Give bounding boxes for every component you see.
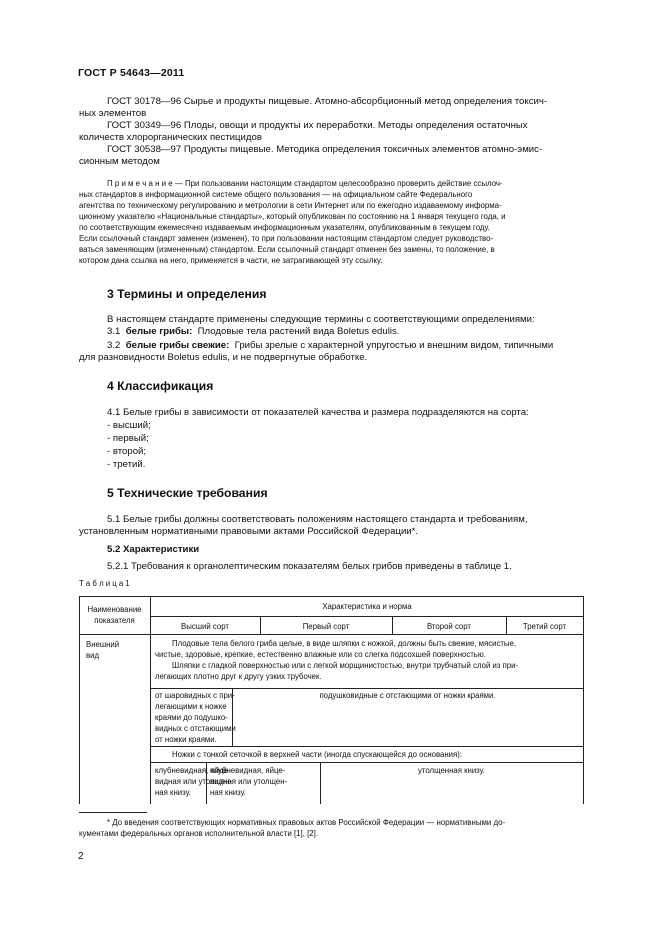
grade-item: - высший;	[107, 420, 151, 431]
grade-item: - первый;	[107, 433, 149, 444]
column-header: Второй сорт	[426, 622, 471, 631]
cell-stem-other: утолщенная книзу.	[418, 766, 485, 775]
cell-line: клубневидная, яйце-	[210, 766, 286, 775]
term-3-1	[107, 326, 399, 338]
grade-item: - второй;	[107, 446, 147, 457]
term-number: 3.1	[107, 326, 121, 337]
note-line: агентства по техническому регулированию и метрологии в сети Интернет или по ежегодно издаваемому информа-	[79, 201, 502, 210]
cell-line: ная книзу.	[155, 788, 191, 797]
note-label: П р и м е ч а н и е —	[107, 179, 183, 188]
section-5-p2: 5.2.1 Требования к органолептическим показателям белых грибов приведены в таблице 1.	[107, 561, 512, 572]
ref-line: сионным методом	[79, 156, 160, 167]
section-4-title: 4 Классификация	[107, 379, 214, 393]
term-definition-cont: для разновидности Boletus edulis, и не подвергнутые обработке.	[79, 352, 368, 363]
table-span-text: Шляпки с гладкой поверхностью или с легкой морщинистостью, внутри трубчатый слой из при-	[172, 661, 519, 670]
term-3-2	[107, 340, 553, 352]
requirements-table	[79, 596, 584, 804]
cell-line: видная или утолщен-	[210, 777, 288, 786]
row-label-line: Внешний	[86, 640, 120, 649]
column-group-header: Характеристика и норма	[322, 602, 412, 611]
section-3-title: 3 Термины и определения	[107, 287, 267, 301]
cell-line: видных с отстающими	[155, 724, 236, 733]
column-header: Третий сорт	[522, 622, 567, 631]
table-border	[79, 634, 584, 635]
column-header-line: Наименование	[87, 605, 142, 614]
note-line: котором дана ссылка на него, применяется в части, не затрагивающей эту ссылку.	[79, 256, 383, 265]
table-span-text: чистые, здоровые, крепкие, естественно влажные или со слегка подсохшей поверхностью.	[155, 650, 486, 659]
term-name: белые грибы:	[125, 326, 193, 337]
note-line: ных стандартов в информационной системе общего пользования — на официальном сайте Федерального	[79, 190, 473, 199]
document-header: ГОСТ Р 54643—2011	[78, 67, 185, 79]
cell-line: клубневидная, яйце-	[155, 766, 231, 775]
note-line-first	[107, 178, 503, 189]
section-5-p1-cont: установленным нормативными правовыми актами Российской Федерации*.	[79, 526, 419, 537]
column-header: Первый сорт	[302, 622, 350, 631]
column-header-line: показателя	[94, 616, 135, 625]
cell-cap-shape-top	[155, 690, 236, 745]
table-border	[150, 762, 584, 763]
note-line: Если ссылочный стандарт заменен (изменен), то при пользовании настоящим стандартом следует руководство-	[79, 234, 494, 243]
section-3-intro: В настоящем стандарте применены следующие термины с соответствующими определениями:	[107, 314, 535, 325]
table-caption: Т а б л и ц а 1	[79, 579, 130, 588]
section-4-intro: 4.1 Белые грибы в зависимости от показателей качества и размера подразделяются на сорта:	[107, 407, 529, 418]
column-header-name	[79, 604, 150, 626]
ref-line: ных элементов	[79, 108, 147, 119]
subsection-title: 5.2 Характеристики	[107, 544, 200, 555]
ref-line: ГОСТ 30538—97 Продукты пищевые. Методика определения токсичных элементов атомно-эмис-	[107, 144, 543, 155]
term-number: 3.2	[107, 340, 121, 351]
row-label	[86, 639, 119, 661]
cell-line: ная книзу.	[210, 788, 246, 797]
cell-line: от шаровидных с при-	[155, 691, 235, 700]
table-border	[150, 616, 584, 617]
grade-item: - третий.	[107, 459, 146, 470]
table-border	[150, 688, 584, 689]
footnote-line: кументами федеральных органов исполнительной власти [1], [2].	[79, 829, 319, 838]
row-label-line: вид	[86, 651, 100, 660]
cell-line: видная или утолщен-	[155, 777, 233, 786]
table-border	[583, 596, 584, 804]
note-line: по соответствующим ежемесячно издаваемым информационным указателям, опубликованным в текущем году.	[79, 223, 490, 232]
cell-stem-first	[210, 765, 287, 798]
section-5-title: 5 Технические требования	[107, 486, 268, 500]
section-5-p1: 5.1 Белые грибы должны соответствовать положениям настоящего стандарта и требованиям,	[107, 514, 528, 525]
cell-line: от ножки краями.	[155, 735, 217, 744]
footnote-rule	[79, 812, 147, 813]
table-span-text: Плодовые тела белого гриба целые, в виде шляпки с ножкой, должны быть свежие, мясистые,	[172, 639, 517, 648]
table-border	[79, 596, 80, 804]
column-header: Высший сорт	[181, 622, 229, 631]
cell-line: легающими к ножке	[155, 702, 227, 711]
ref-line: количеств хлорорганических пестицидов	[79, 132, 262, 143]
cell-cap-shape-other: подушковидные с отстающими от ножки краями.	[319, 691, 496, 700]
note-text: При пользовании настоящим стандартом целесообразно проверить действие ссылоч-	[184, 179, 503, 188]
term-definition: Плодовые тела растений вида Boletus edulis.	[197, 326, 400, 337]
table-border	[150, 746, 584, 747]
table-span-text: легающих плотно друг к другу узких трубочек.	[155, 672, 322, 681]
table-border	[79, 596, 584, 597]
table-span-text: Ножки с тонкой сеточкой в верхней части (иногда спускающейся до основания):	[172, 750, 463, 759]
page-number: 2	[78, 851, 84, 862]
footnote-line: * До введения соответствующих нормативных правовых актов Российской Федерации — нормативными до-	[107, 818, 506, 827]
note-line: ваться заменяющим (измененным) стандартом. Если ссылочный стандарт отменен без замены, то положение, в	[79, 245, 495, 254]
ref-line: ГОСТ 30349—96 Плоды, овощи и продукты их переработки. Методы определения остаточных	[107, 120, 528, 131]
cell-line: краями до подушко-	[155, 713, 228, 722]
term-definition: Грибы зрелые с характерной упругостью и внешним видом, типичными	[234, 340, 554, 351]
note-line: ционному указателю «Национальные стандарты», который опубликован по состоянию на 1 января текущего года, и	[79, 212, 506, 221]
ref-line: ГОСТ 30178—96 Сырье и продукты пищевые. Атомно-абсорбционный метод определения токсич-	[107, 96, 548, 107]
term-name: белые грибы свежие:	[125, 340, 230, 351]
